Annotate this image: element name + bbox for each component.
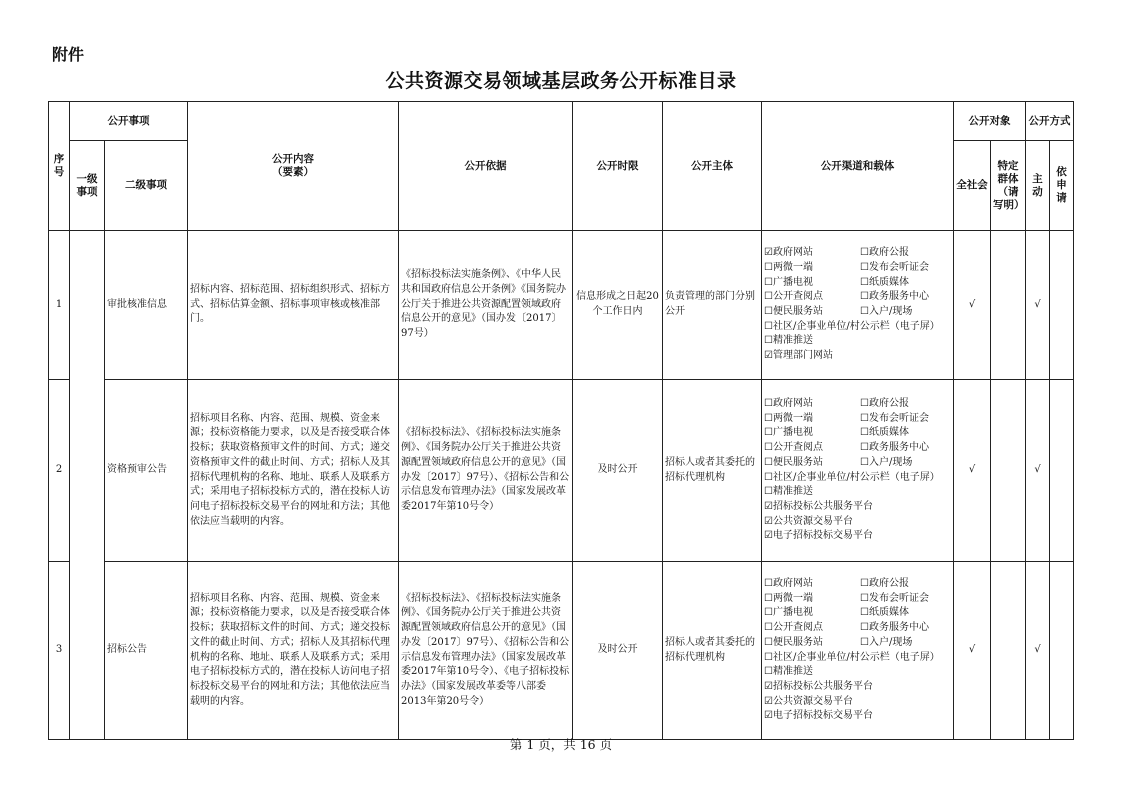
channel-item: ☐社区/企事业单位/村公示栏（电子屏） [764,651,940,663]
row-channels [762,562,954,740]
channel-pair: ☐便民服务站 ☐入户/现场 [764,636,913,648]
row-level2: 招标公告 [105,562,188,740]
row-channels [762,380,954,562]
row-level1 [70,231,105,740]
row-basis: 《招标投标法》、《招标投标法实施条例》、《国务院办公厅关于推进公共资源配置领域政府信息公开的意见》（国办发〔2017〕97号）、《招标公告和公示信息发布管理办法》（国家发展改革委2017年第10号令）、《电子招标投标办法》（国家发展改革委等八部委2013年第20号令） [399,562,573,740]
channel-item: ☑管理部门网站 [764,350,833,362]
row-target-all: √ [954,231,991,380]
row-content: 招标项目名称、内容、范围、规模、资金来源；投标资格能力要求，以及是否接受联合体投标；获取招标文件的时间、方式；递交投标文件的截止时间、方式；招标人及其招标代理机构的名称、地址、联系人及联系方式；采用电子招标投标方式的，潜在投标人访问电子招标投标交易平台的网址和方法；其他依法应当载明的内容。 [188,562,399,740]
channel-pair: ☑政府网站 ☐政府公报 [764,247,909,259]
row-time: 及时公开 [573,380,663,562]
row-level2: 资格预审公告 [105,380,188,562]
channel-pair: ☐公开查阅点 ☐政务服务中心 [764,622,929,634]
row-time: 信息形成之日起20个工作日内 [573,231,663,380]
row-basis: 《招标投标法实施条例》、《中华人民共和国政府信息公开条例》《国务院办公厅关于推进公共资源配置领域政府信息公开的意见》（国办发〔2017〕97号） [399,231,573,380]
row-subject: 负责管理的部门分别公开 [663,231,762,380]
channel-pair: ☐便民服务站 ☐入户/现场 [764,456,913,468]
channel-pair: ☐公开查阅点 ☐政务服务中心 [764,442,929,454]
row-target-all: √ [954,380,991,562]
row-target-all: √ [954,562,991,740]
row-subject: 招标人或者其委托的招标代理机构 [663,380,762,562]
channel-pair: ☐广播电视 ☐纸质媒体 [764,427,909,439]
channel-item: ☑公共资源交易平台 [764,515,853,527]
header-content [188,102,399,231]
row-seq: 2 [49,380,70,562]
header-level1: 一级事项 [70,141,105,231]
channel-item: ☑电子招标投标交易平台 [764,710,873,722]
channel-item: ☑招标投标公共服务平台 [764,680,873,692]
row-seq: 3 [49,562,70,740]
header-target: 公开对象 [954,102,1026,141]
row-apply [1050,231,1074,380]
header-target-specific: 特定群体（请写明） [991,141,1026,231]
header-level2: 二级事项 [105,141,188,231]
header-subject: 公开主体 [663,102,762,231]
header-target-all: 全社会 [954,141,991,231]
table-row [49,380,1074,562]
header-seq: 序号 [49,102,70,231]
channel-pair: ☐政府网站 ☐政府公报 [764,397,909,409]
page-counter: 第 1 页，共 16 页 [509,737,613,752]
header-method-apply: 依申请 [1050,141,1074,231]
row-seq: 1 [49,231,70,380]
row-level2: 审批核准信息 [105,231,188,380]
row-content: 招标项目名称、内容、范围、规模、资金来源；投标资格能力要求，以及是否接受联合体投标；获取资格预审文件的时间、方式；递交资格预审文件的截止时间、方式；招标人及其招标代理机构的名称、地址、联系人及联系方式；采用电子招标投标方式的，潜在投标人访问电子招标投标交易平台的网址和方法；其他依法应当载明的内容。 [188,380,399,562]
channel-item: ☑电子招标投标交易平台 [764,530,873,542]
row-active: √ [1026,562,1050,740]
channel-pair: ☐公开查阅点 ☐政务服务中心 [764,291,929,303]
row-channels [762,231,954,380]
table-row [49,231,1074,380]
header-channel: 公开渠道和载体 [762,102,954,231]
header-basis: 公开依据 [399,102,573,231]
channel-item: ☐社区/企事业单位/村公示栏（电子屏） [764,320,940,332]
row-target-specific [991,562,1026,740]
header-method: 公开方式 [1026,102,1074,141]
row-time: 及时公开 [573,562,663,740]
channel-item: ☐精准推送 [764,666,813,678]
channel-item: ☐精准推送 [764,486,813,498]
row-active: √ [1026,231,1050,380]
catalog-table [48,101,1074,740]
row-apply [1050,562,1074,740]
channel-pair: ☐便民服务站 ☐入户/现场 [764,306,913,317]
channel-item: ☐精准推送 [764,335,813,347]
channel-item: ☐社区/企事业单位/村公示栏（电子屏） [764,471,940,483]
row-content: 招标内容、招标范围、招标组织形式、招标方式、招标估算金额、招标事项审核或核准部门。 [188,231,399,380]
channel-item: ☑招标投标公共服务平台 [764,500,873,512]
row-active: √ [1026,380,1050,562]
row-subject: 招标人或者其委托的招标代理机构 [663,562,762,740]
channel-pair: ☐广播电视 ☐纸质媒体 [764,276,909,288]
row-target-specific [991,380,1026,562]
row-basis: 《招标投标法》、《招标投标法实施条例》、《国务院办公厅关于推进公共资源配置领域政府信息公开的意见》（国办发〔2017〕97号）、《招标公告和公示信息发布管理办法》（国家发展改革委2017年第10号令） [399,380,573,562]
table-row [49,562,1074,740]
channel-pair: ☐两微一端 ☐发布会听证会 [764,412,929,424]
row-target-specific [991,231,1026,380]
header-items: 公开事项 [70,102,188,141]
channel-pair: ☐政府网站 ☐政府公报 [764,577,909,589]
channel-pair: ☐广播电视 ☐纸质媒体 [764,607,909,619]
channel-item: ☑公共资源交易平台 [764,695,853,707]
attachment-label: 附件 [52,45,85,64]
page-title: 公共资源交易领域基层政务公开标准目录 [385,70,737,92]
header-time: 公开时限 [573,102,663,231]
channel-pair: ☐两微一端 ☐发布会听证会 [764,261,929,273]
header-method-active: 主动 [1026,141,1050,231]
channel-pair: ☐两微一端 ☐发布会听证会 [764,592,929,604]
header-content-text: 公开内容 （要素） [272,153,314,178]
row-apply [1050,380,1074,562]
